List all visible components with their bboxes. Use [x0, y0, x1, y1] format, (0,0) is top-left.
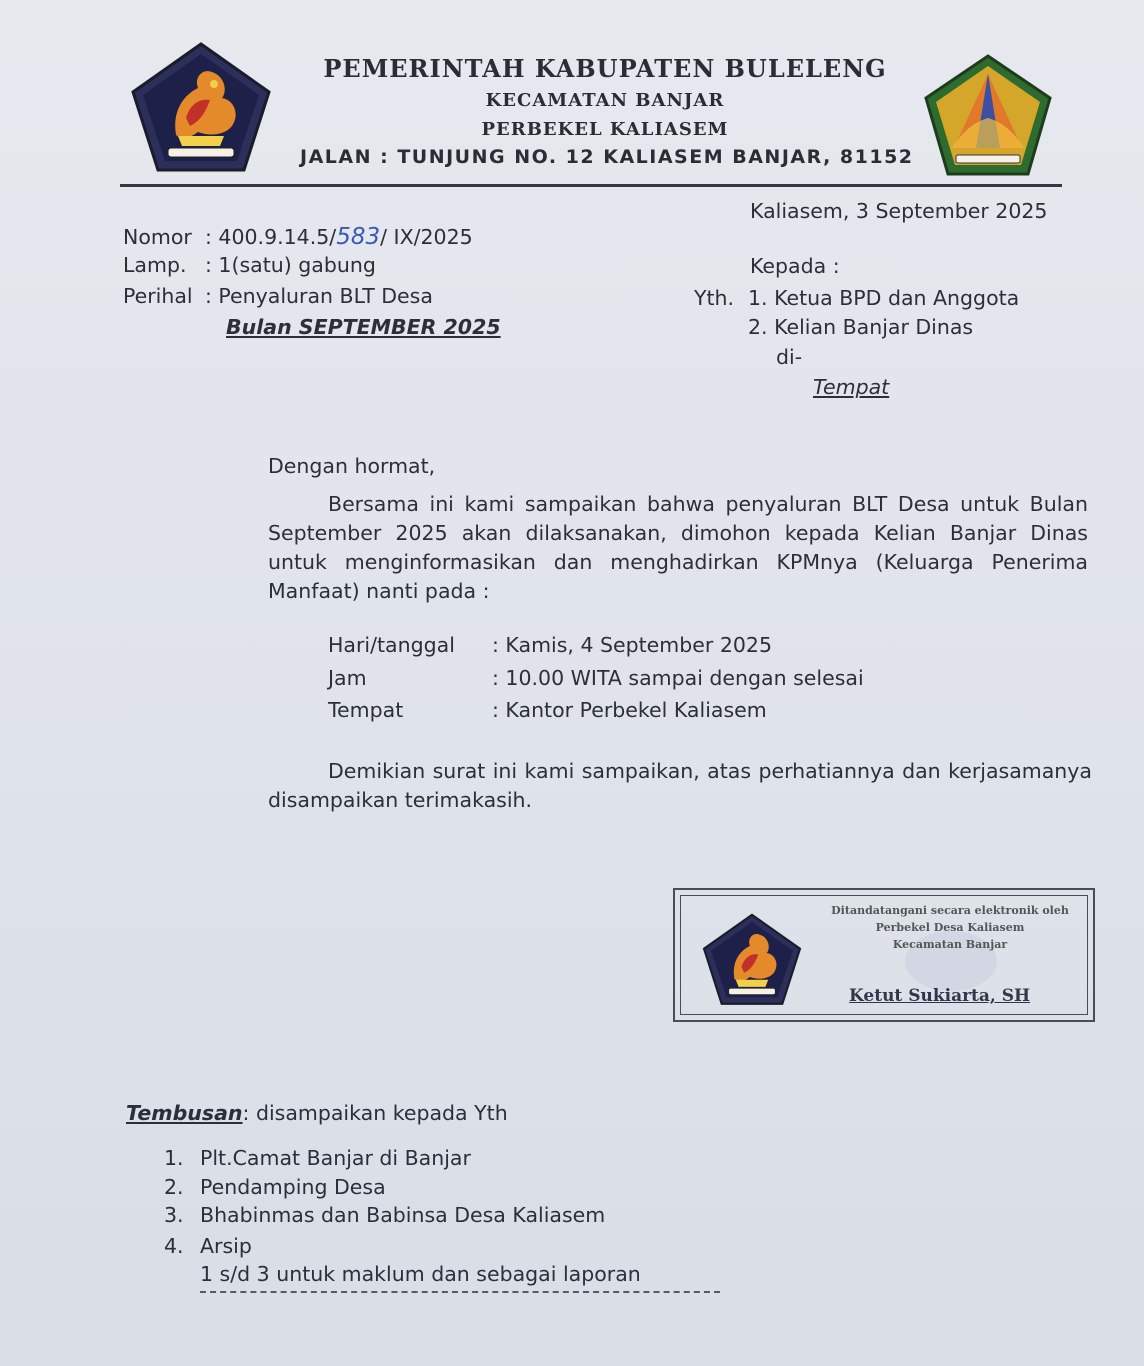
- tembusan-item-2: [164, 1175, 386, 1199]
- tembusan-heading: [126, 1101, 508, 1125]
- schedule-row-place: [328, 698, 767, 722]
- yth-label: Yth.: [694, 286, 735, 310]
- body-paragraph-1: Bersama ini kami sampaikan bahwa penyaluran BLT Desa untuk Bulan September 2025 akan dilaksanakan, dimohon kepada Kelian Banjar Dinas untuk menginformasikan dan menghadirkan KPMnya (Keluarga Penerima Manfaat) nanti pada :: [268, 492, 1088, 603]
- lamp-label: Lamp.: [123, 253, 187, 277]
- tembusan-item-3-text: Bhabinmas dan Babinsa Desa Kaliasem: [200, 1203, 606, 1227]
- signature-note-line-3: Kecamatan Banjar: [892, 938, 1008, 951]
- recipient-item-2: 2. Kelian Banjar Dinas: [748, 315, 974, 339]
- nomor-label: Nomor: [123, 225, 192, 249]
- signature-note-line-1: Ditandatangani secara elektronik oleh: [831, 904, 1069, 917]
- letterhead-government: PEMERINTAH KABUPATEN BULELENG: [323, 54, 887, 83]
- perihal-value: : Penyaluran BLT Desa: [205, 284, 433, 308]
- recipient-place: Tempat: [813, 375, 890, 399]
- schedule-label-day: Hari/tanggal: [328, 633, 455, 657]
- signature-note-line-2: Perbekel Desa Kaliasem: [875, 921, 1025, 934]
- footer-dashed-line: [200, 1291, 720, 1293]
- signature-inner-frame: [680, 895, 1088, 1015]
- tembusan-item-2-num: 2.: [164, 1175, 184, 1199]
- letterhead-office: PERBEKEL KALIASEM: [481, 119, 729, 140]
- kepada-label: Kepada :: [750, 254, 840, 278]
- perihal-value-month: Bulan SEPTEMBER 2025: [226, 315, 501, 339]
- tembusan-item-4-text: Arsip: [200, 1234, 252, 1258]
- nomor-value-suffix: / IX/2025: [380, 225, 473, 249]
- buleleng-emblem-icon: [128, 40, 274, 176]
- signature-note: [811, 902, 1089, 953]
- tembusan-item-2-text: Pendamping Desa: [200, 1175, 386, 1199]
- letter-date: Kaliasem, 3 September 2025: [750, 199, 1048, 223]
- perihal-row: [123, 284, 433, 308]
- recipient-di: di-: [776, 345, 803, 369]
- perihal-label: Perihal: [123, 284, 193, 308]
- nomor-row: [123, 224, 473, 250]
- greeting: Dengan hormat,: [268, 454, 436, 478]
- tembusan-item-1-text: Plt.Camat Banjar di Banjar: [200, 1146, 471, 1170]
- tembusan-item-1: [164, 1146, 471, 1170]
- electronic-signature-box: [673, 888, 1095, 1022]
- letterhead-divider: [120, 184, 1062, 187]
- tembusan-label: Tembusan: [126, 1101, 243, 1125]
- signature-emblem-icon: [699, 912, 805, 1008]
- schedule-value-place: : Kantor Perbekel Kaliasem: [492, 698, 767, 722]
- letterhead-address: JALAN : TUNJUNG NO. 12 KALIASEM BANJAR, 81152: [300, 146, 914, 168]
- tembusan-item-4-num: 4.: [164, 1234, 184, 1258]
- signatory-name: Ketut Sukiarta, SH: [849, 986, 1031, 1006]
- nomor-value-prefix: : 400.9.14.5/: [205, 225, 337, 249]
- schedule-value-day: : Kamis, 4 September 2025: [492, 633, 773, 657]
- tembusan-item-4: [164, 1234, 252, 1258]
- schedule-row-time: [328, 666, 864, 690]
- tembusan-label-rest: : disampaikan kepada Yth: [242, 1101, 508, 1125]
- closing-paragraph: Demikian surat ini kami sampaikan, atas perhatiannya dan kerjasamanya disampaikan terimakasih.: [268, 759, 1092, 812]
- tembusan-item-3-num: 3.: [164, 1203, 184, 1227]
- schedule-label-time: Jam: [328, 666, 367, 690]
- tembusan-item-3: [164, 1203, 605, 1227]
- schedule-value-time: : 10.00 WITA sampai dengan selesai: [492, 666, 864, 690]
- lamp-row: [123, 253, 376, 277]
- tembusan-footnote: 1 s/d 3 untuk maklum dan sebagai laporan: [200, 1262, 641, 1286]
- village-emblem-icon: [922, 52, 1054, 180]
- lamp-value: : 1(satu) gabung: [205, 253, 376, 277]
- schedule-label-place: Tempat: [328, 698, 404, 722]
- nomor-handwritten: 583: [336, 224, 381, 250]
- recipient-item-1: 1. Ketua BPD dan Anggota: [748, 286, 1020, 310]
- letterhead-district: KECAMATAN BANJAR: [485, 90, 725, 111]
- schedule-row-day: [328, 633, 772, 657]
- tembusan-item-1-num: 1.: [164, 1146, 184, 1170]
